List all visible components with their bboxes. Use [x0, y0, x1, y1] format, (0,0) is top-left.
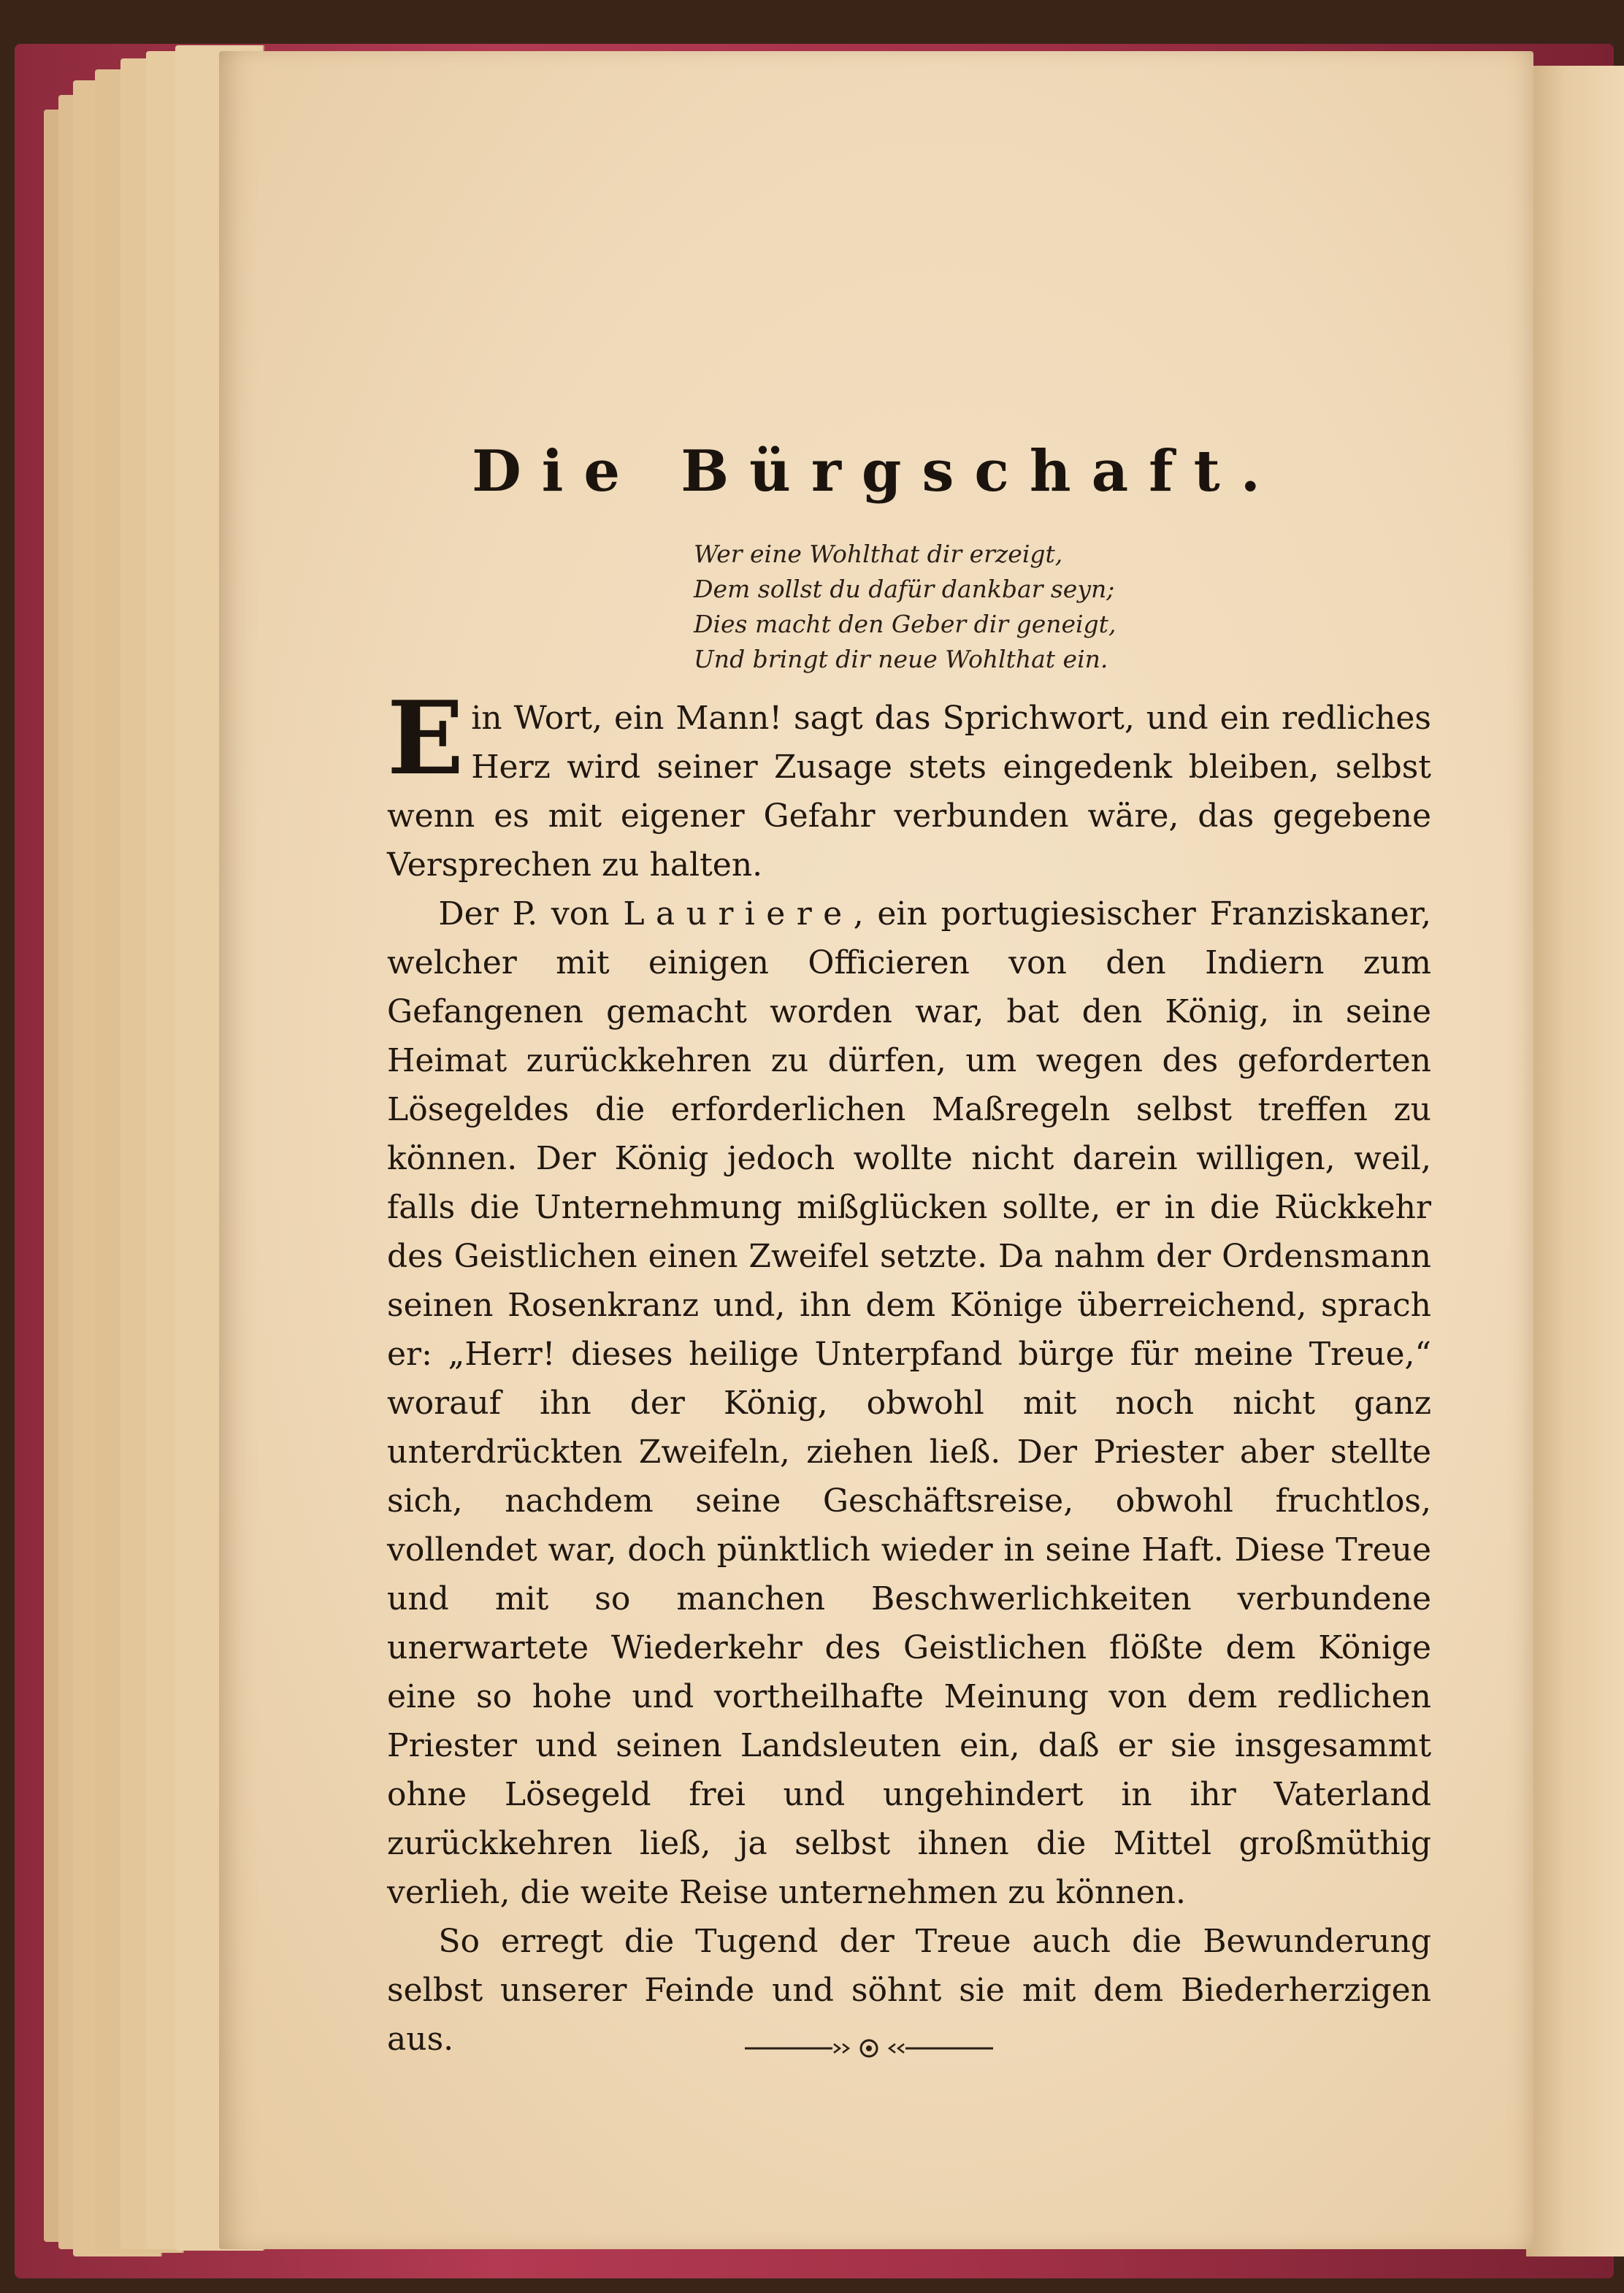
book-page — [219, 51, 1533, 2249]
paragraph-text: Der P. von — [438, 895, 624, 933]
paragraph-text: in Wort, ein Mann! sagt das Sprichwort, und ein redliches Herz wird seiner Zusage stets eingedenk bleiben, selbst wenn es mit eigener Gefahr verbunden wäre, das gegebene Versprechen zu halten. — [387, 700, 1431, 884]
motto-verse — [694, 537, 1424, 677]
ornament-divider-icon — [745, 2034, 993, 2063]
page-title: Die Bürgschaft. — [472, 438, 1281, 505]
drop-cap: E — [387, 678, 464, 797]
paragraph — [387, 678, 1431, 889]
motto-line: Und bringt dir neue Wohlthat ein. — [694, 645, 1108, 673]
spaced-name: Lauriere — [623, 895, 854, 933]
facing-page-edge — [1526, 66, 1624, 2256]
paragraph — [387, 889, 1431, 1917]
body-text — [387, 678, 1431, 2064]
paragraph-text: , ein portugiesischer Franziskaner, welcher mit einigen Officieren von den Indiern zum Gefangenen gemacht worden war, bat den König, in seine Heimat zurückkehren zu dürfen, um wegen des geforderten Lösegeldes die erforderlichen Maßregeln selbst treffen zu können. Der König jedoch wollte nicht darein willigen, weil, falls die Unternehmung mißglücken sollte, er in die Rückkehr des Geistlichen einen Zweifel setzte. Da nahm der Ordensmann seinen Rosenkranz und, ihn dem Könige überreichend, sprach er: „Herr! dieses heilige Unterpfand bürge für meine Treue,“ worauf ihn der König, obwohl mit noch nicht ganz unterdrückten Zweifeln, ziehen ließ. Der Priester aber stellte sich, nachdem seine Geschäftsreise, obwohl fruchtlos, vollendet war, doch pünktlich wieder in seine Haft. Diese Treue und mit so manchen Beschwerlichkeiten verbundene unerwartete Wiederkehr des Geistlichen flößte dem Könige eine so hohe und vortheilhafte Meinung von dem redlichen Priester und seinen Landsleuten ein, daß er sie insgesammt ohne Lösegeld frei und ungehindert in ihr Vaterland zurückkehren ließ, ja selbst ihnen die Mittel großmüthig verlieh, die weite Reise unternehmen zu können. — [387, 895, 1431, 1911]
motto-line: Dem sollst du dafür dankbar seyn; — [694, 575, 1115, 603]
paragraph: So erregt die Tugend der Treue auch die Bewunderung selbst unserer Feinde und söhnt sie mit dem Biederherzigen aus. — [387, 1923, 1431, 2058]
motto-line: Dies macht den Geber dir geneigt, — [694, 610, 1116, 638]
motto-line: Wer eine Wohlthat dir erzeigt, — [694, 540, 1063, 568]
